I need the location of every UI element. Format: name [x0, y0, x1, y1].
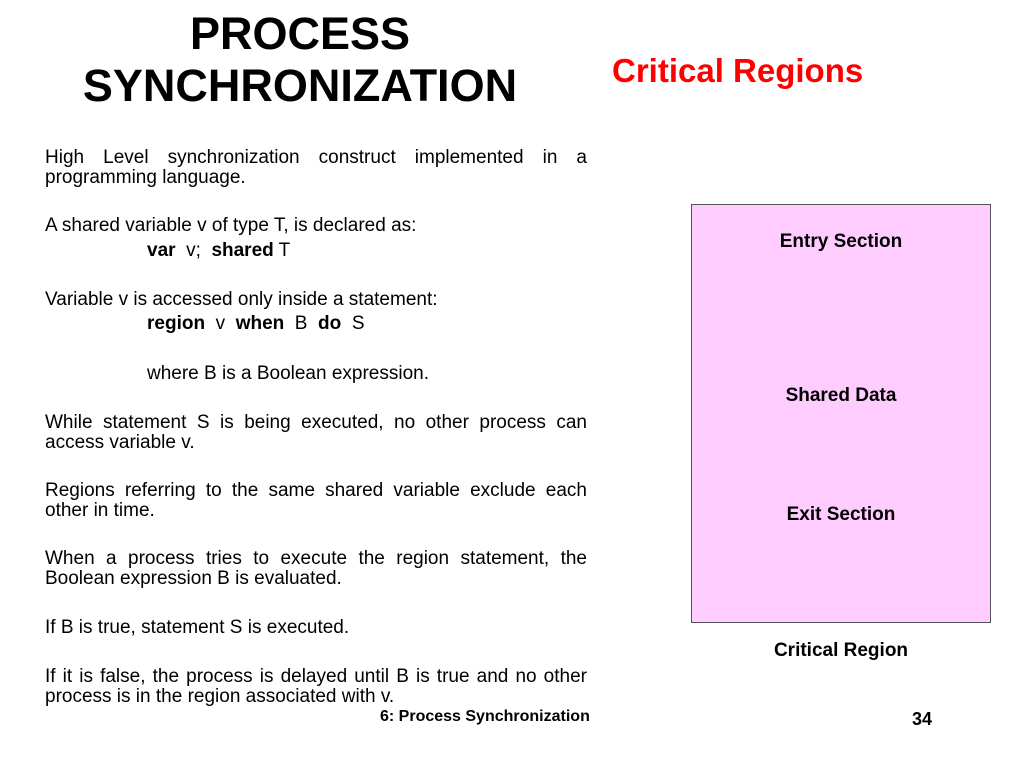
critical-region-box	[691, 204, 991, 623]
page-number: 34	[912, 709, 933, 729]
slide-title	[20, 8, 580, 112]
statement-variable: v	[205, 313, 236, 334]
title-line-2: SYNCHRONIZATION	[82, 60, 518, 111]
paragraph-2: A shared variable v of type T, is declared as:	[45, 215, 417, 236]
keyword-do: do	[318, 313, 342, 334]
keyword-region: region	[147, 313, 206, 334]
entry-section-label: Entry Section	[779, 231, 903, 252]
paragraph-5: While statement S is being executed, no other process can access variable v.	[45, 412, 587, 453]
keyword-when: when	[235, 313, 285, 334]
paragraph-9: If it is false, the process is delayed until B is true and no other process is in the region associated with v.	[45, 666, 587, 707]
title-line-1: PROCESS	[189, 8, 411, 59]
slide-subtitle: Critical Regions	[612, 52, 864, 89]
statement-condition: B	[284, 313, 319, 334]
boolean-note: where B is a Boolean expression.	[147, 363, 429, 384]
declaration-type: T	[273, 240, 291, 261]
statement-body: S	[341, 313, 365, 334]
shared-data-label: Shared Data	[785, 385, 897, 406]
paragraph-1: High Level synchronization construct implemented in a programming language.	[45, 147, 587, 188]
paragraph-8: If B is true, statement S is executed.	[45, 617, 350, 638]
exit-section-label: Exit Section	[786, 504, 896, 525]
paragraph-7: When a process tries to execute the region statement, the Boolean expression B is evaluated.	[45, 548, 587, 589]
paragraph-6: Regions referring to the same shared variable exclude each other in time.	[45, 480, 587, 521]
declaration-line	[147, 241, 290, 261]
keyword-shared: shared	[211, 240, 274, 261]
diagram-caption: Critical Region	[773, 640, 909, 661]
keyword-var: var	[147, 240, 176, 261]
declaration-variable: v;	[175, 240, 212, 261]
paragraph-3: Variable v is accessed only inside a statement:	[45, 289, 438, 310]
footer-text: 6: Process Synchronization	[380, 708, 590, 725]
region-statement-line	[147, 314, 365, 334]
